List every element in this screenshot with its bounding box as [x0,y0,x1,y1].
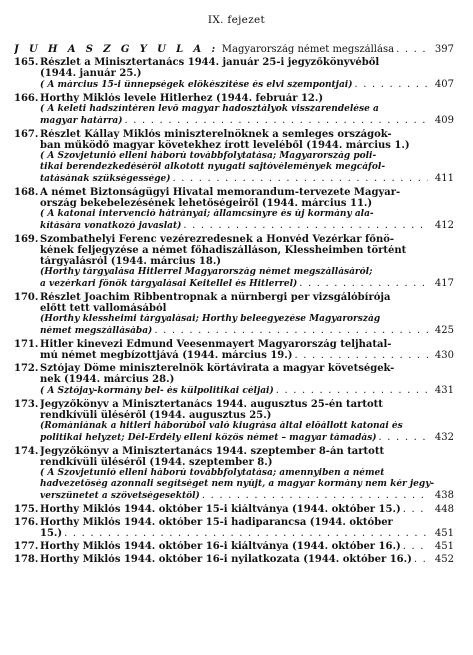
page-number: 409 [434,115,454,126]
toc-author-entry [14,44,454,55]
toc-line [14,399,454,410]
page-number: 412 [434,220,454,231]
toc-line [14,325,454,337]
page-number: 451 [434,528,454,539]
toc-line [14,234,454,245]
toc-line [14,385,454,397]
entry-number: 169. [14,234,39,245]
toc-line [14,504,454,515]
entry-number: 172. [14,363,39,374]
page-number: 430 [434,350,454,361]
toc-entry [14,554,454,567]
author-work-title: Magyarország német megszállása [221,44,395,55]
toc-line [14,490,454,502]
entry-title: Horthy Miklós 1944. október 16-i nyilatkozata (1944. október 16.) [40,554,412,565]
entry-title: A német Biztonságügyi Hivatal memorandum-tervezete Magyar- [40,187,401,198]
toc-entry [14,292,454,339]
entry-annotation: a vezérkari főnök tárgyalásai Keitellel és Hitlerrel) [40,279,298,289]
toc-entry [14,93,454,129]
entry-number: 178. [14,554,39,565]
entry-annotation: ( A katonai intervenció hátrányai; államcsínyre és új kormány ala- [40,209,374,219]
leader-dots [354,79,428,90]
toc-line [14,68,454,79]
page-number: 407 [434,79,454,90]
entry-number: 173. [14,399,39,410]
entry-number: 177. [14,541,39,552]
toc-entry [14,129,454,187]
page-number: 432 [434,432,454,443]
toc-line [14,421,454,432]
entry-title: rendkívüli üléséről (1944. augusztus 25.) [40,410,272,421]
entry-annotation: ( A Sztójay-kormány bel- és külpolitikai céljai) [40,386,274,396]
page-number: 438 [434,490,454,501]
toc-line [14,245,454,256]
toc-line [14,292,454,303]
entry-annotation: ( A Szovjetunió elleni háború továbbfolytatása; Magyarország poli- [40,151,377,161]
page-number: 431 [434,385,454,396]
toc-line [14,115,454,127]
entry-title: Sztójay Döme miniszterelnök körtávirata a magyar követségek- [40,363,395,374]
entry-title: ban működő magyar követekhez írott leveléből (1944. március 1.) [40,140,410,151]
entry-number: 166. [14,93,39,104]
entry-annotation: kítására vonatkozó javaslat) [40,221,182,231]
toc-line [14,162,454,173]
toc-line [14,187,454,198]
toc-line [14,339,454,350]
leader-dots [202,490,428,501]
entry-title: (1944. január 25.) [40,68,142,79]
leader-dots [183,220,428,231]
entry-title: mú német megbízottjává (1944. március 19.) [40,350,293,361]
toc-line [14,209,454,220]
leader-dots [403,541,428,552]
entry-title: Horthy Miklós levele Hitlerhez (1944. február 12.) [40,93,324,104]
toc-line [14,140,454,151]
leader-dots [379,432,428,443]
entry-annotation: ( A március 15-i ünnepségek előkészítése és elvi szempontjai) [40,80,353,90]
toc-line [14,446,454,457]
toc-line [14,129,454,140]
toc-line [14,79,454,91]
leader-dots [173,173,428,184]
toc-line [14,173,454,185]
toc-entry [14,517,454,541]
leader-dots [154,325,428,336]
toc-line [14,104,454,115]
toc-entry [14,399,454,446]
entry-number: 176. [14,517,39,528]
leader-dots [403,504,428,515]
entry-title: nek (1944. március 28.) [40,374,175,385]
toc-entry [14,446,454,504]
page-number: 448 [434,504,454,515]
entry-title: Horthy Miklós 1944. október 15-i kiáltványa (1944. október 15.) [40,504,401,515]
page-number: 411 [434,173,454,184]
toc-line [14,363,454,374]
entry-title: Részlet Kállay Miklós miniszterelnöknek a semleges országok- [40,129,392,140]
entry-number: 168. [14,187,39,198]
toc-entry [14,504,454,517]
toc-entry [14,363,454,399]
author-name: J U H Á S Z G Y U L A : [14,44,219,55]
entry-annotation: (Romániának a hitleri háborúból való kiugrása által előállott katonai és [40,421,403,431]
toc-line [14,267,454,278]
leader-dots [276,385,428,396]
page-number: 417 [434,278,454,289]
entry-title: rendkívüli üléséről (1944. szeptember 8.) [40,457,273,468]
toc-line [14,517,454,528]
entry-title: tárgyalásról (1944. március 18.) [40,256,222,267]
entry-annotation: (Horthy klessheimi tárgyalásai; Horthy beleegyezése Magyarország [40,314,381,324]
toc-line [14,554,454,565]
entry-annotation: verszünetet a szövetségesektől) [40,491,200,501]
toc-line [14,350,454,361]
toc-line [14,468,454,479]
entry-annotation: hadvezetőség azonnali segítséget nem nyújt, a magyar kormány nem kér jegy- [40,479,435,489]
toc-line [14,457,454,468]
toc-line [14,278,454,290]
toc-line [14,93,454,104]
page-number: 452 [434,554,454,565]
entry-annotation: ( A keleti hadszíntéren levő magyar hadosztályok visszarendelése a [40,104,379,114]
entry-number: 171. [14,339,39,350]
leader-dots [294,350,428,361]
entry-number: 165. [14,57,39,68]
toc-entry [14,541,454,554]
toc-entry [14,234,454,292]
toc-line [14,303,454,314]
entry-title: Jegyzőkönyv a Minisztertanács 1944. szeptember 8-án tartott [40,446,385,457]
page-number: 397 [434,44,454,55]
entry-title: Jegyzőkönyv a Minisztertanács 1944. augusztus 25-én tartott [40,399,383,410]
toc-line [14,410,454,421]
toc-entries [14,57,454,567]
entry-annotation: tikai berendezkedéséről alkotott nyugati sajtóvélemények megcáfol- [40,162,386,172]
toc-line [14,220,454,232]
table-of-contents [14,44,454,567]
entry-title: ország bekebelezésének lehetőségeiről (1944. március 11.) [40,198,373,209]
leader-dots [414,554,428,565]
page-number: 451 [434,541,454,552]
leader-dots [396,44,428,55]
toc-line [14,314,454,325]
entry-number: 170. [14,292,39,303]
entry-title: Szombathelyi Ferenc vezérezredesnek a Honvéd Vezérkar főnö- [40,234,395,245]
entry-annotation: német megszállásába) [40,326,153,336]
entry-number: 174. [14,446,39,457]
entry-title: Hitler kinevezi Edmund Veesenmayert Magyarország teljhatal- [40,339,392,350]
entry-number: 175. [14,504,39,515]
entry-title: Horthy Miklós 1944. október 15-i hadiparancsa (1944. október [40,517,393,528]
toc-line [14,432,454,444]
entry-title: Horthy Miklós 1944. október 16-i kiáltványa (1944. október 16.) [40,541,401,552]
entry-title: 15.) [40,528,63,539]
toc-line [14,541,454,552]
entry-title: Részlet a Minisztertanács 1944. január 25-i jegyzőkönyvéből [40,57,380,68]
toc-line [14,151,454,162]
entry-title: Részlet Joachim Ribbentropnak a nürnbergi per vizsgálóbírója [40,292,391,303]
entry-annotation: (Horthy tárgyalása Hitlerrel Magyarország német megszállásáról; [40,267,373,277]
toc-entry [14,339,454,363]
toc-line [14,479,454,490]
leader-dots [299,278,428,289]
entry-number: 167. [14,129,39,140]
entry-annotation: politikai helyzet; Dél-Erdély elleni közös német – magyar támadás) [40,433,377,443]
entry-annotation: magyar határra) [40,116,123,126]
toc-entry [14,57,454,93]
toc-line [14,57,454,68]
toc-entry [14,187,454,234]
leader-dots [125,115,428,126]
toc-line [14,374,454,385]
chapter-title: IX. fejezet [207,14,266,26]
entry-annotation: ( A Szovjetunió elleni háború továbbfolytatása; amennyiben a német [40,468,385,478]
toc-line [14,198,454,209]
toc-line [14,256,454,267]
leader-dots [64,528,428,539]
entry-title: kének feljegyzése a német főhadiszálláson, Klessheimben történt [40,245,407,256]
entry-title: előtt tett vallomásából [40,303,167,314]
page-number: 425 [434,325,454,336]
entry-annotation: tatásának szükségessége) [40,174,171,184]
toc-line [14,528,454,539]
